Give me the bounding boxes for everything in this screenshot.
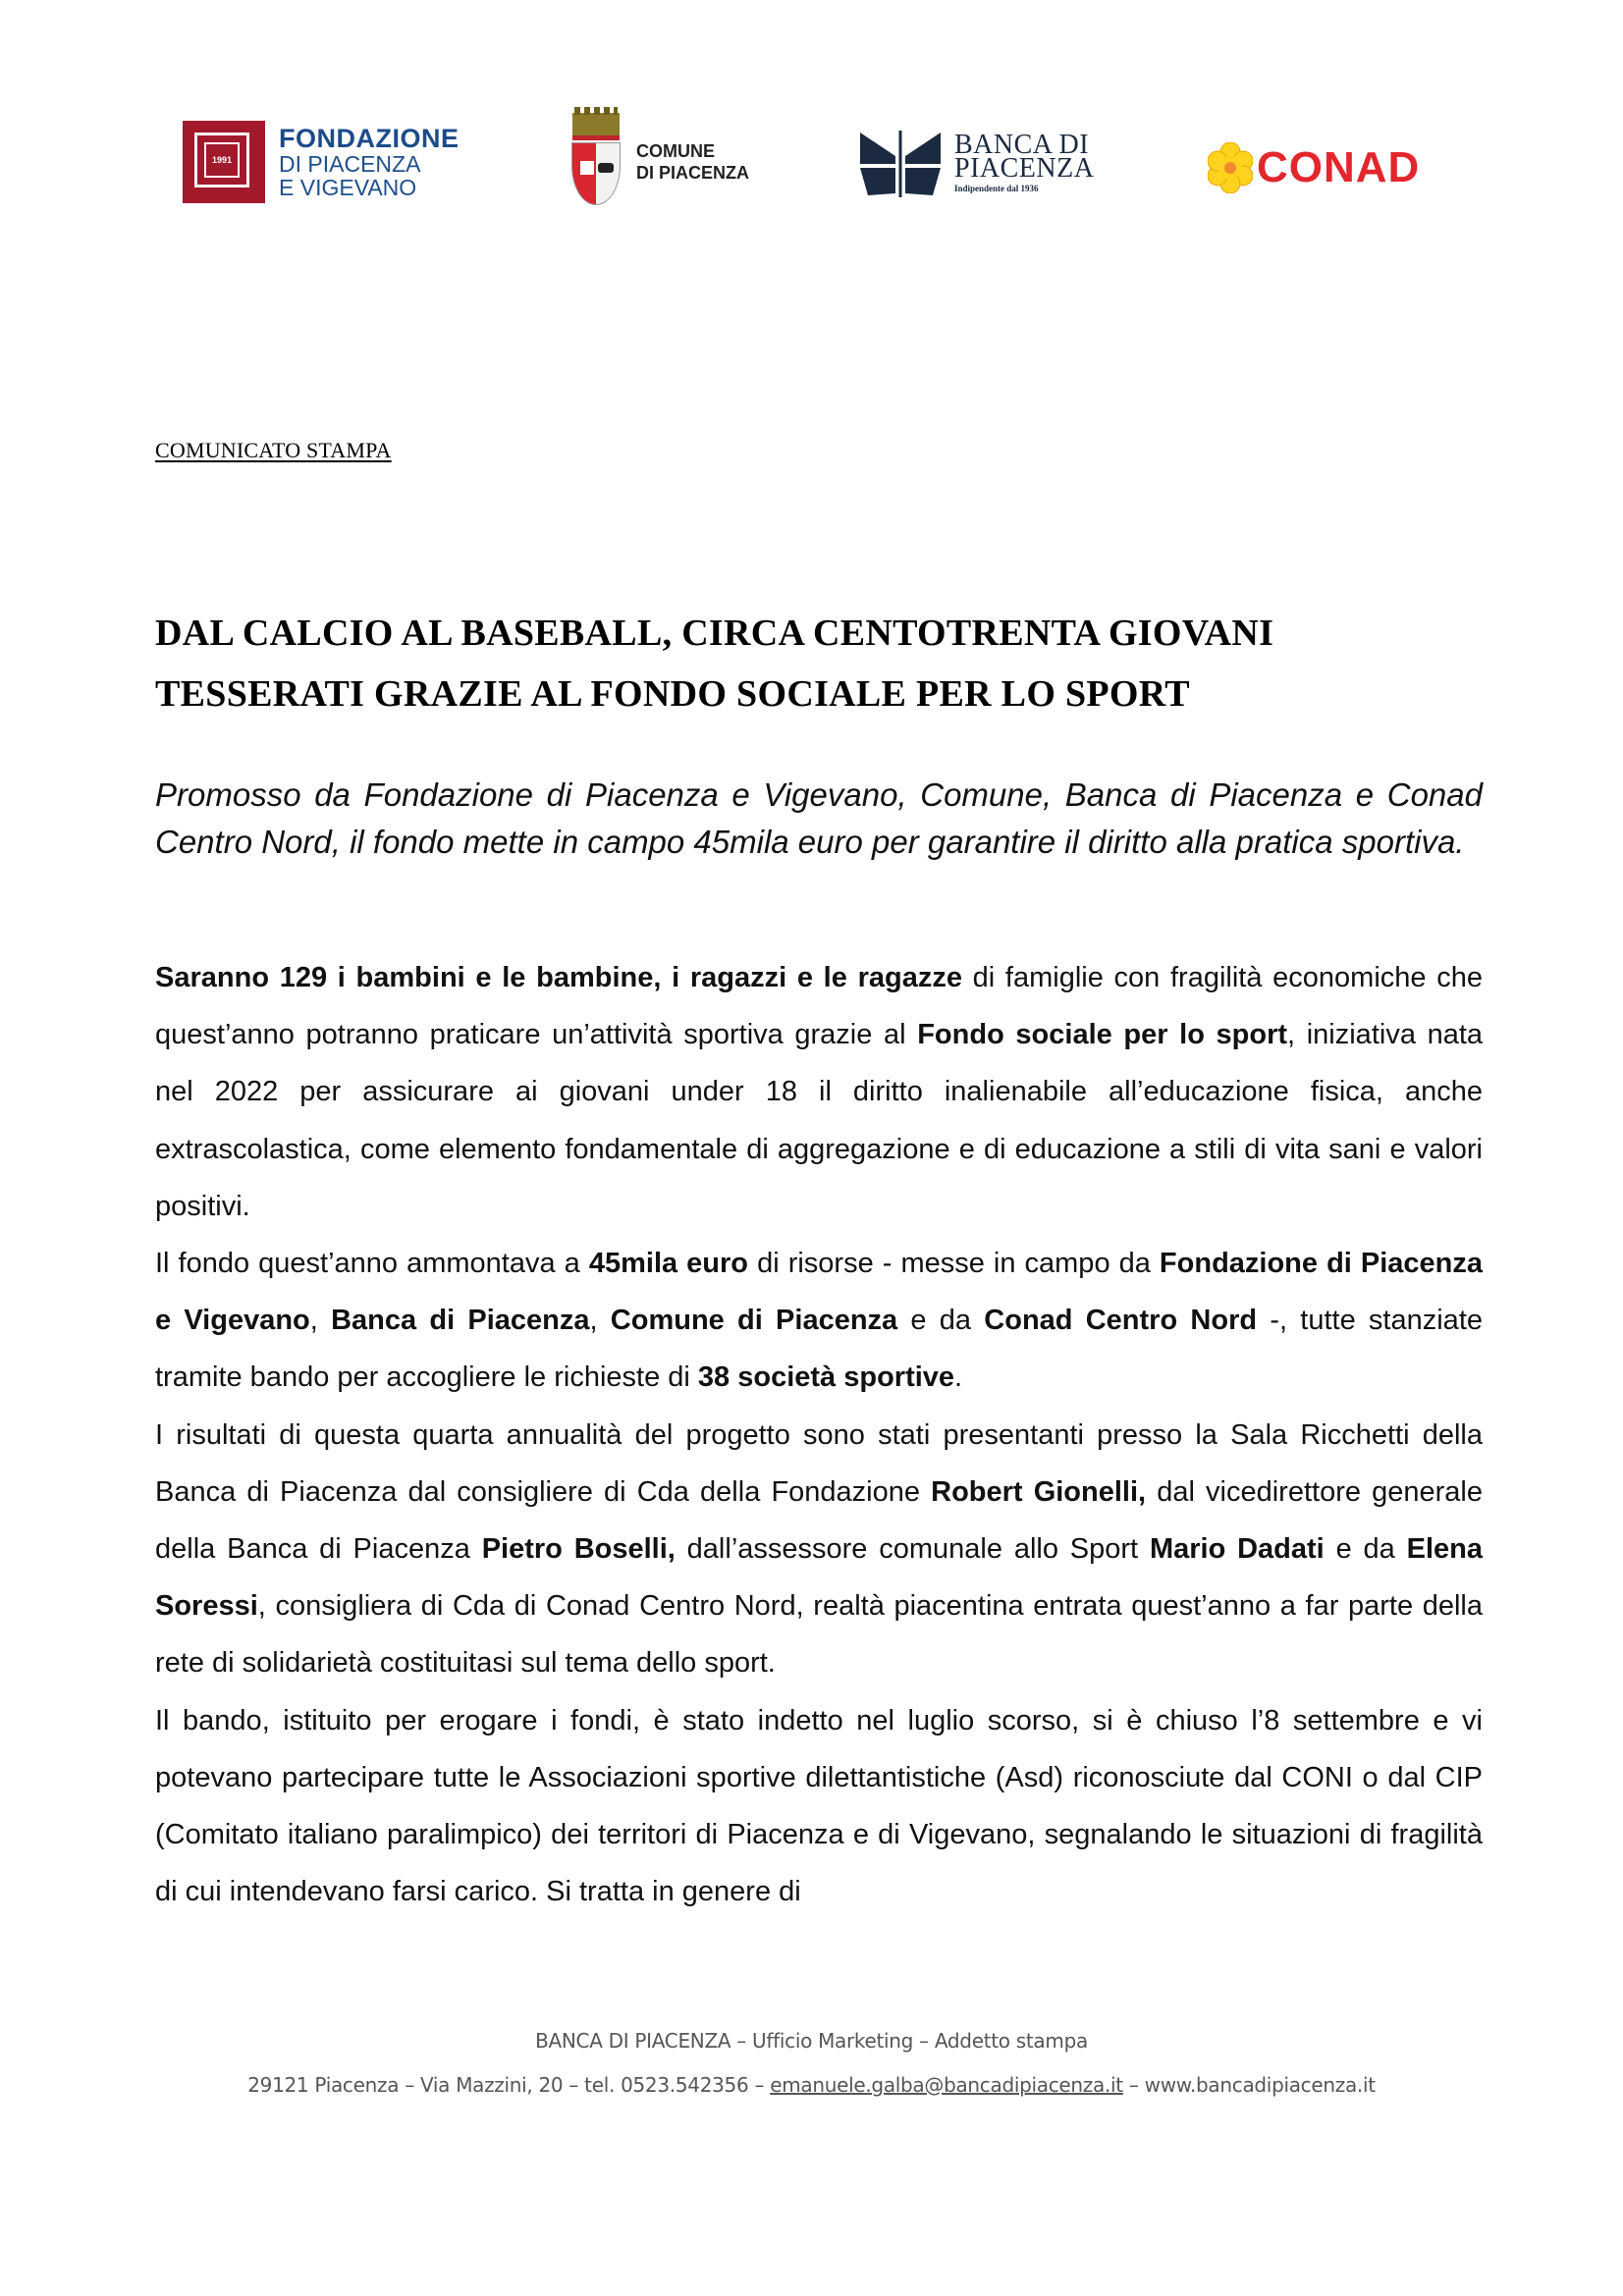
fondazione-logo-icon: 19 91 [183,121,265,203]
paragraph-4: Il bando, istituito per erogare i fondi, è stato indetto nel luglio scorso, si è chiuso l’8 settembre e vi potevano partecipare tutte le Associazioni sportive dilettantistiche (Asd) riconosciute dal CONI o dal CIP (Comitato italiano paralimpico) dei territori di Piacenza e di Vigevano, segnalando le situazioni di fragilità di cui intendevano farsi carico. Si tratta in genere di [155,1704,1483,1908]
logo-strip [0,113,1623,221]
comune-logo [569,113,749,211]
footer-contacts: 29121 Piacenza – Via Mazzini, 20 – tel. 0523.542356 – emanuele.galba@bancadipiacenza.it – www.bancadipiacenza.it [247,2073,1376,2097]
paragraph-1: Saranno 129 i bambini e le bambine, i ragazzi e le ragazze di famiglie con fragilità economiche che quest’anno potranno praticare un’attività sportiva grazie al Fondo sociale per lo sport, iniziativa nata nel 2022 per assicurare ai giovani under 18 il diritto inalienabile all’educazione fisica, anche extrascolastica, come elemento fondamentale di aggregazione e di educazione a stili di vita sani e valori positivi. [155,962,1484,1222]
banca-line1: BANCA DI [954,130,1090,160]
conad-wordmark: CONAD [1257,143,1421,191]
fondazione-logo [183,121,460,203]
press-release-label: COMUNICATO STAMPA [155,438,392,462]
comune-crest-icon [569,113,622,211]
email-link[interactable]: emanuele.galba@bancadipiacenza.it [770,2073,1123,2097]
banca-tagline: Indipendente dal 1936 [954,184,1039,193]
conad-logo [1208,142,1420,193]
fondazione-line2: DI PIACENZA [279,150,421,177]
website-text: www.bancadipiacenza.it [1144,2073,1376,2097]
paragraph-2: Il fondo quest’anno ammontava a 45mila euro di risorse - messe in campo da Fondazione di Piacenza e Vigevano, Banca di Piacenza, Comune di Piacenza e da Conad Centro Nord -, tutte stanziate tramite bando per accogliere le richieste di 38 società sportive. [155,1248,1484,1394]
comune-line2: DI PIACENZA [636,163,750,183]
comune-line1: COMUNE [636,141,715,161]
fondazione-line3: E VIGEVANO [279,174,417,200]
article-body [155,949,1483,1920]
subtitle: Promosso da Fondazione di Piacenza e Vigevano, Comune, Banca di Piacenza e Conad Centro Nord, il fondo mette in campo 45mila euro per garantire il diritto alla pratica sportiva. [155,776,1483,860]
footer-address: 29121 Piacenza – Via Mazzini, 20 – tel. 0523.542356 – [247,2073,771,2097]
fondazione-name: FONDAZIONE [279,123,460,153]
page-title: DAL CALCIO AL BASEBALL, CIRCA CENTOTRENTA GIOVANI TESSERATI GRAZIE AL FONDO SOCIALE PER LO SPORT [155,613,1274,715]
banca-logo [860,131,1094,197]
paragraph-3: I risultati di questa quarta annualità del progetto sono stati presentanti presso la Sala Ricchetti della Banca di Piacenza dal consigliere di Cda della Fondazione Robert Gionelli, dal vicedirettore generale della Banca di Piacenza Pietro Boselli, dall’assessore comunale allo Sport Mario Dadati e da Elena Soressi, consigliera di Cda di Conad Centro Nord, realtà piacentina entrata quest’anno a far parte della rete di solidarietà costituitasi sul tema dello sport. [155,1418,1483,1680]
conad-flower-icon [1208,142,1253,193]
banca-butterfly-icon [860,131,941,197]
footer-office: BANCA DI PIACENZA – Ufficio Marketing – Addetto stampa [535,2029,1088,2053]
banca-line2: PIACENZA [954,153,1095,184]
